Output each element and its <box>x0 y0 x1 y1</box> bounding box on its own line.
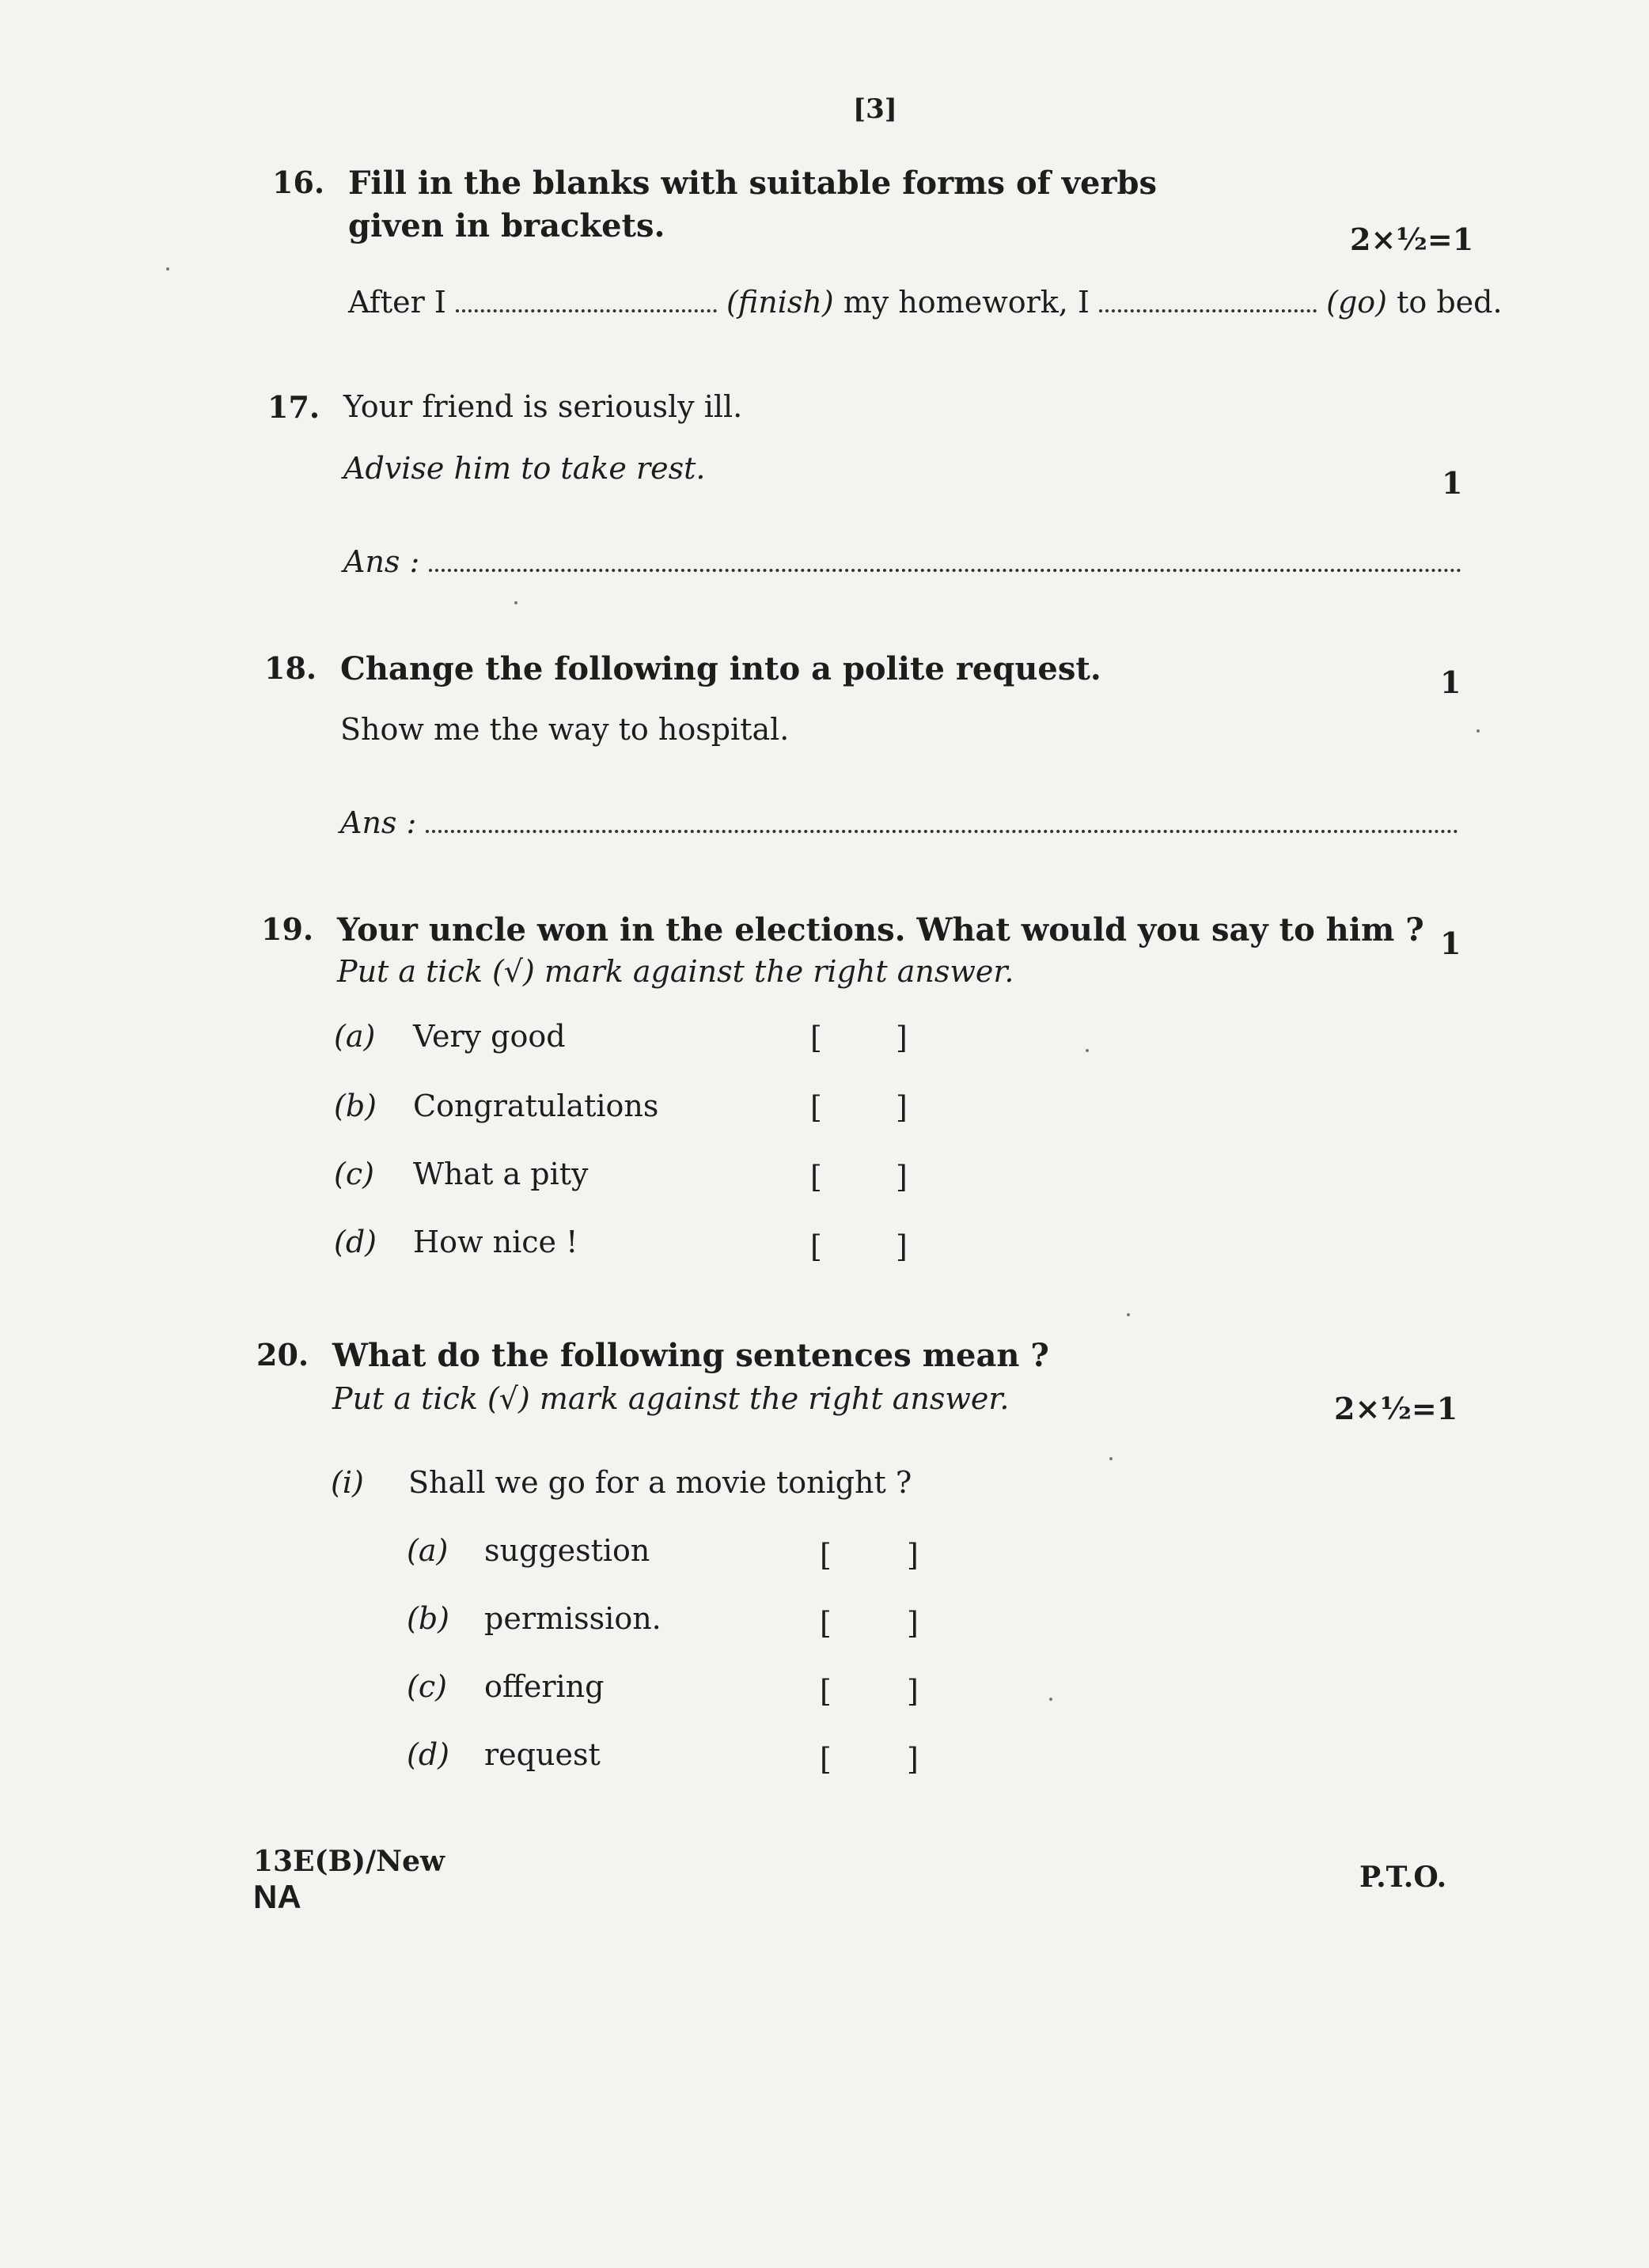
footer-na: NA <box>253 1878 301 1915</box>
q19-option-c-text: What a pity <box>413 1157 589 1191</box>
ans-label: Ans : <box>343 544 420 579</box>
question-18-sentence: Show me the way to hospital. <box>340 712 790 747</box>
q20-option-a-label: (a) <box>407 1533 449 1568</box>
q19-option-a-bracket-close[interactable]: ] <box>896 1020 908 1055</box>
q20-sub-text: Shall we go for a movie tonight ? <box>408 1465 912 1500</box>
blank-2[interactable] <box>1099 301 1317 312</box>
q20-option-c-bracket-close[interactable]: ] <box>907 1674 919 1709</box>
question-19-number: 19. <box>261 911 314 947</box>
question-19-instruction: Put a tick (√) mark against the right answer. <box>337 954 1014 989</box>
blank-1[interactable] <box>456 301 717 312</box>
q19-option-d-bracket-close[interactable]: ] <box>896 1229 908 1264</box>
q20-option-d-text: request <box>484 1737 601 1772</box>
q20-option-b-text: permission. <box>484 1601 661 1636</box>
question-18-marks: 1 <box>1440 664 1461 700</box>
scan-speck <box>1086 1049 1089 1052</box>
q19-option-c-bracket-close[interactable]: ] <box>896 1160 908 1195</box>
q19-option-b-text: Congratulations <box>413 1089 659 1123</box>
q20-option-a-bracket-open[interactable]: [ <box>820 1538 832 1573</box>
question-20-title: What do the following sentences mean ? <box>332 1337 1049 1374</box>
q19-option-d-bracket-open[interactable]: [ <box>810 1229 822 1264</box>
question-19-marks: 1 <box>1440 926 1461 961</box>
scan-speck <box>1109 1457 1113 1460</box>
q20-option-a-bracket-close[interactable]: ] <box>907 1538 919 1573</box>
q19-option-b-label: (b) <box>334 1089 377 1123</box>
question-17-answer <box>343 544 1461 579</box>
q20-option-d-label: (d) <box>407 1737 449 1772</box>
question-17-marks: 1 <box>1442 465 1463 501</box>
question-17-number: 17. <box>267 389 320 425</box>
q20-option-c-label: (c) <box>407 1669 447 1704</box>
page-number: [3] <box>853 93 897 125</box>
question-19-title: Your uncle won in the elections. What would you say to him ? <box>337 911 1424 948</box>
scan-speck <box>1127 1313 1130 1316</box>
q19-option-c-bracket-open[interactable]: [ <box>810 1160 822 1195</box>
question-20-marks: 2×½=1 <box>1334 1391 1458 1426</box>
answer-line-18[interactable] <box>426 822 1458 833</box>
question-16-title-line2: given in brackets. <box>348 207 665 244</box>
scan-speck <box>1477 729 1480 733</box>
q19-option-c-label: (c) <box>334 1157 374 1191</box>
question-18-number: 18. <box>264 650 317 686</box>
q19-option-a-bracket-open[interactable]: [ <box>810 1020 822 1055</box>
q20-option-a-text: suggestion <box>484 1533 650 1568</box>
sentence-part1: After I <box>348 285 446 320</box>
q19-option-d-label: (d) <box>334 1225 377 1259</box>
footer-pto: P.T.O. <box>1359 1861 1447 1894</box>
q19-option-b-bracket-open[interactable]: [ <box>810 1090 822 1125</box>
question-18-answer <box>340 805 1458 840</box>
scan-speck <box>1049 1698 1052 1701</box>
scan-speck <box>166 267 169 271</box>
q20-option-c-text: offering <box>484 1669 605 1704</box>
hint-finish: (finish) <box>726 285 834 320</box>
sentence-part3: to bed. <box>1397 285 1503 320</box>
q20-option-b-bracket-open[interactable]: [ <box>820 1606 832 1641</box>
q19-option-a-label: (a) <box>334 1019 376 1054</box>
q20-option-b-bracket-close[interactable]: ] <box>907 1606 919 1641</box>
question-17-line2: Advise him to take rest. <box>343 451 706 486</box>
q19-option-a-text: Very good <box>413 1019 566 1054</box>
q19-option-d-text: How nice ! <box>413 1225 578 1259</box>
question-20-number: 20. <box>256 1337 309 1373</box>
question-16-number: 16. <box>272 165 325 200</box>
answer-line-17[interactable] <box>429 561 1461 572</box>
question-18-title: Change the following into a polite request. <box>340 650 1101 687</box>
q20-option-c-bracket-open[interactable]: [ <box>820 1674 832 1709</box>
question-16-marks: 2×½=1 <box>1350 221 1474 257</box>
q20-option-d-bracket-open[interactable]: [ <box>820 1742 832 1777</box>
footer-paper-code: 13E(B)/New <box>253 1845 445 1878</box>
hint-go: (go) <box>1326 285 1388 320</box>
q20-option-d-bracket-close[interactable]: ] <box>907 1742 919 1777</box>
q20-sub-label: (i) <box>331 1465 364 1500</box>
sentence-part2: my homework, I <box>843 285 1090 320</box>
scan-speck <box>514 601 517 604</box>
question-20-instruction: Put a tick (√) mark against the right answer. <box>332 1381 1010 1416</box>
q19-option-b-bracket-close[interactable]: ] <box>896 1090 908 1125</box>
question-16-title-line1: Fill in the blanks with suitable forms of verbs <box>348 165 1158 202</box>
ans-label: Ans : <box>340 805 417 840</box>
q20-option-b-label: (b) <box>407 1601 449 1636</box>
question-16-sentence <box>348 285 1503 320</box>
question-17-line1: Your friend is seriously ill. <box>343 389 743 424</box>
